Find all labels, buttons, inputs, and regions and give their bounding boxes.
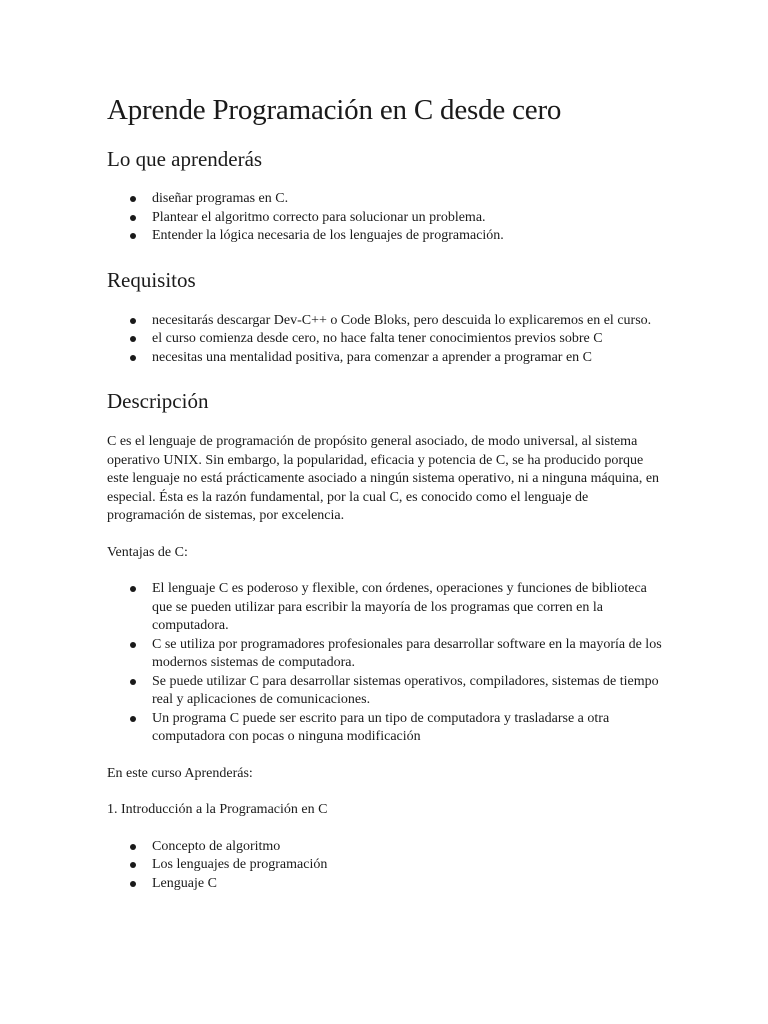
list-item: Un programa C puede ser escrito para un tipo de computadora y trasladarse a otra computadora con pocas o ninguna modificación xyxy=(107,710,667,747)
list-item: diseñar programas en C. xyxy=(107,190,667,209)
list-item: necesitas una mentalidad positiva, para comenzar a aprender a programar en C xyxy=(107,349,667,368)
list-item: necesitarás descargar Dev-C++ o Code Bloks, pero descuida lo explicaremos en el curso. xyxy=(107,312,667,331)
list-item: Lenguaje C xyxy=(107,875,667,894)
heading-descripcion: Descripción xyxy=(107,389,209,413)
list-item: C se utiliza por programadores profesionales para desarrollar software en la mayoría de los modernos sistemas de computadora. xyxy=(107,636,667,673)
heading-requisitos: Requisitos xyxy=(107,267,196,292)
list-item: Los lenguajes de programación xyxy=(107,856,667,875)
advantages-list xyxy=(107,580,667,747)
description-paragraph: C es el lenguaje de programación de propósito general asociado, de modo universal, al sistema operativo UNIX. Sin embargo, la popularidad, eficacia y potencia de C, se ha producido porque este lenguaje no está prácticamente asociado a ningún sistema operativo, ni a ninguna máquina, en especial. Ésta es la razón fundamental, por la cual C, es conocido como el lenguaje de programación de sistemas, por excelencia. xyxy=(107,434,660,523)
document-page xyxy=(107,90,667,893)
list-item: El lenguaje C es poderoso y flexible, con órdenes, operaciones y funciones de biblioteca que se pueden utilizar para escribir la mayoría de los programas que corren en la computadora. xyxy=(107,580,667,636)
section-title: 1. Introducción a la Programación en C xyxy=(107,802,328,817)
advantages-label: Ventajas de C: xyxy=(107,544,188,560)
heading-lo-que-aprenderas: Lo que aprenderás xyxy=(107,147,263,171)
list-item: Plantear el algoritmo correcto para solucionar un problema. xyxy=(107,209,667,228)
learn-list xyxy=(107,190,667,246)
list-item: Se puede utilizar C para desarrollar sistemas operativos, compiladores, sistemas de tiempo real y aplicaciones de comunicaciones. xyxy=(107,673,667,710)
section-items-list xyxy=(107,838,667,894)
document-title: Aprende Programación en C desde cero xyxy=(107,94,562,126)
list-item: el curso comienza desde cero, no hace falta tener conocimientos previos sobre C xyxy=(107,330,667,349)
course-label: En este curso Aprenderás: xyxy=(107,765,253,781)
list-item: Concepto de algoritmo xyxy=(107,838,667,857)
list-item: Entender la lógica necesaria de los lenguajes de programación. xyxy=(107,227,667,246)
requirements-list xyxy=(107,312,667,368)
